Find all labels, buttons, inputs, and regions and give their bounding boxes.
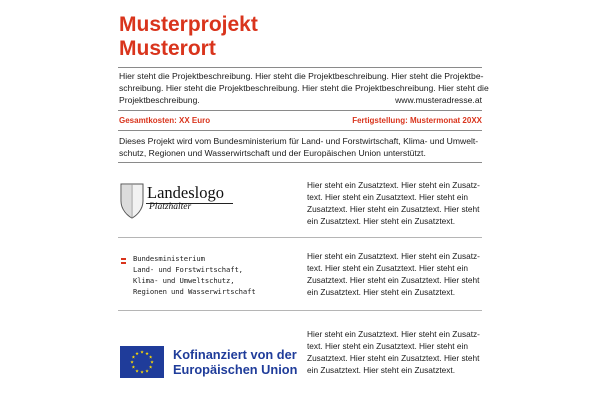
divider — [118, 110, 482, 111]
description-line: schreibung. Hier steht die Projektbeschreibung. Hier steht die Projektbeschreibung. Hier steht die — [119, 82, 489, 93]
additional-text-line: Hier steht ein Zusatztext. Hier steht ein Zusatz- — [307, 329, 480, 339]
eu-star: ★ — [139, 349, 145, 355]
ministry-line: Regionen und Wasserwirtschaft — [133, 287, 256, 296]
project-title-line2: Musterort — [119, 37, 216, 60]
divider — [118, 310, 482, 311]
additional-text-line: text. Hier steht ein Zusatztext. Hier steht ein — [307, 340, 468, 351]
eu-star: ★ — [149, 359, 155, 365]
eu-star: ★ — [134, 368, 140, 374]
website-link[interactable]: www.musteradresse.at — [395, 94, 482, 105]
eu-star: ★ — [139, 369, 145, 375]
additional-text-line: Hier steht ein Zusatztext. Hier steht ein Zusatz- — [307, 251, 480, 261]
additional-text-line: ein Zusatztext. Hier steht ein Zusatztext. — [307, 286, 456, 297]
eu-additional-text — [307, 329, 485, 377]
additional-text-line: Hier steht ein Zusatztext. Hier steht ein Zusatz- — [307, 180, 480, 190]
additional-text-line: Zusatztext. Hier steht ein Zusatztext. Hier steht — [307, 274, 480, 285]
additional-text-line: text. Hier steht ein Zusatztext. Hier steht ein — [307, 262, 468, 273]
eu-label-line2: Europäischen Union — [173, 362, 298, 377]
project-title-line1: Musterprojekt — [119, 13, 258, 36]
austrian-flag-icon — [121, 258, 126, 264]
ministry-logo — [133, 253, 256, 297]
state-additional-text — [307, 180, 485, 228]
divider — [118, 130, 482, 131]
additional-text-line: Zusatztext. Hier steht ein Zusatztext. Hier steht — [307, 352, 480, 363]
ministry-line: Bundesministerium — [133, 254, 205, 263]
support-line: schutz, Regionen und Wasserwirtschaft und der Europäischen Union unterstützt. — [119, 147, 426, 158]
completion-date: Fertigstellung: Mustermonat 20XX — [352, 116, 482, 125]
additional-text-line: Zusatztext. Hier steht ein Zusatztext. Hier steht — [307, 203, 480, 214]
eu-star: ★ — [144, 350, 150, 356]
description-line: Hier steht die Projektbeschreibung. Hier steht die Projektbeschreibung. Hier steht die Projektbe- — [119, 71, 484, 81]
coat-of-arms-icon — [119, 183, 145, 219]
divider — [118, 67, 482, 68]
eu-star: ★ — [148, 364, 153, 370]
eu-star: ★ — [131, 354, 136, 360]
project-facts — [119, 116, 482, 125]
eu-flag-icon — [120, 346, 164, 378]
support-line: Dieses Projekt wird vom Bundesministerium für Land- und Forstwirtschaft, Klima- und Umwelt- — [119, 136, 479, 146]
project-description — [119, 71, 489, 106]
eu-star: ★ — [134, 350, 140, 356]
state-logo-name: Landeslogo — [147, 183, 224, 202]
ministry-additional-text — [307, 251, 485, 299]
ministry-line: Land- und Forstwirtschaft, — [133, 265, 243, 274]
eu-label-line1: Kofinanziert von der — [173, 347, 297, 362]
state-logo-subtitle: Platzhalter — [149, 202, 192, 212]
total-cost: Gesamtkosten: XX Euro — [119, 116, 211, 125]
additional-text-line: text. Hier steht ein Zusatztext. Hier steht ein — [307, 191, 468, 202]
additional-text-line: ein Zusatztext. Hier steht ein Zusatztext. — [307, 215, 456, 226]
eu-star: ★ — [129, 359, 135, 365]
eu-stars-icon — [120, 346, 164, 378]
divider — [118, 162, 482, 163]
ministry-line: Klima- und Umweltschutz, — [133, 276, 235, 285]
eu-star: ★ — [148, 354, 153, 360]
eu-star: ★ — [144, 368, 150, 374]
project-title — [119, 13, 258, 61]
eu-star: ★ — [131, 364, 136, 370]
divider — [118, 237, 482, 238]
support-statement — [119, 136, 482, 160]
eu-cofinancing-label — [173, 347, 297, 377]
description-line: Projektbeschreibung. — [119, 94, 200, 105]
additional-text-line: ein Zusatztext. Hier steht ein Zusatztext. — [307, 364, 456, 375]
state-logo — [119, 183, 239, 219]
